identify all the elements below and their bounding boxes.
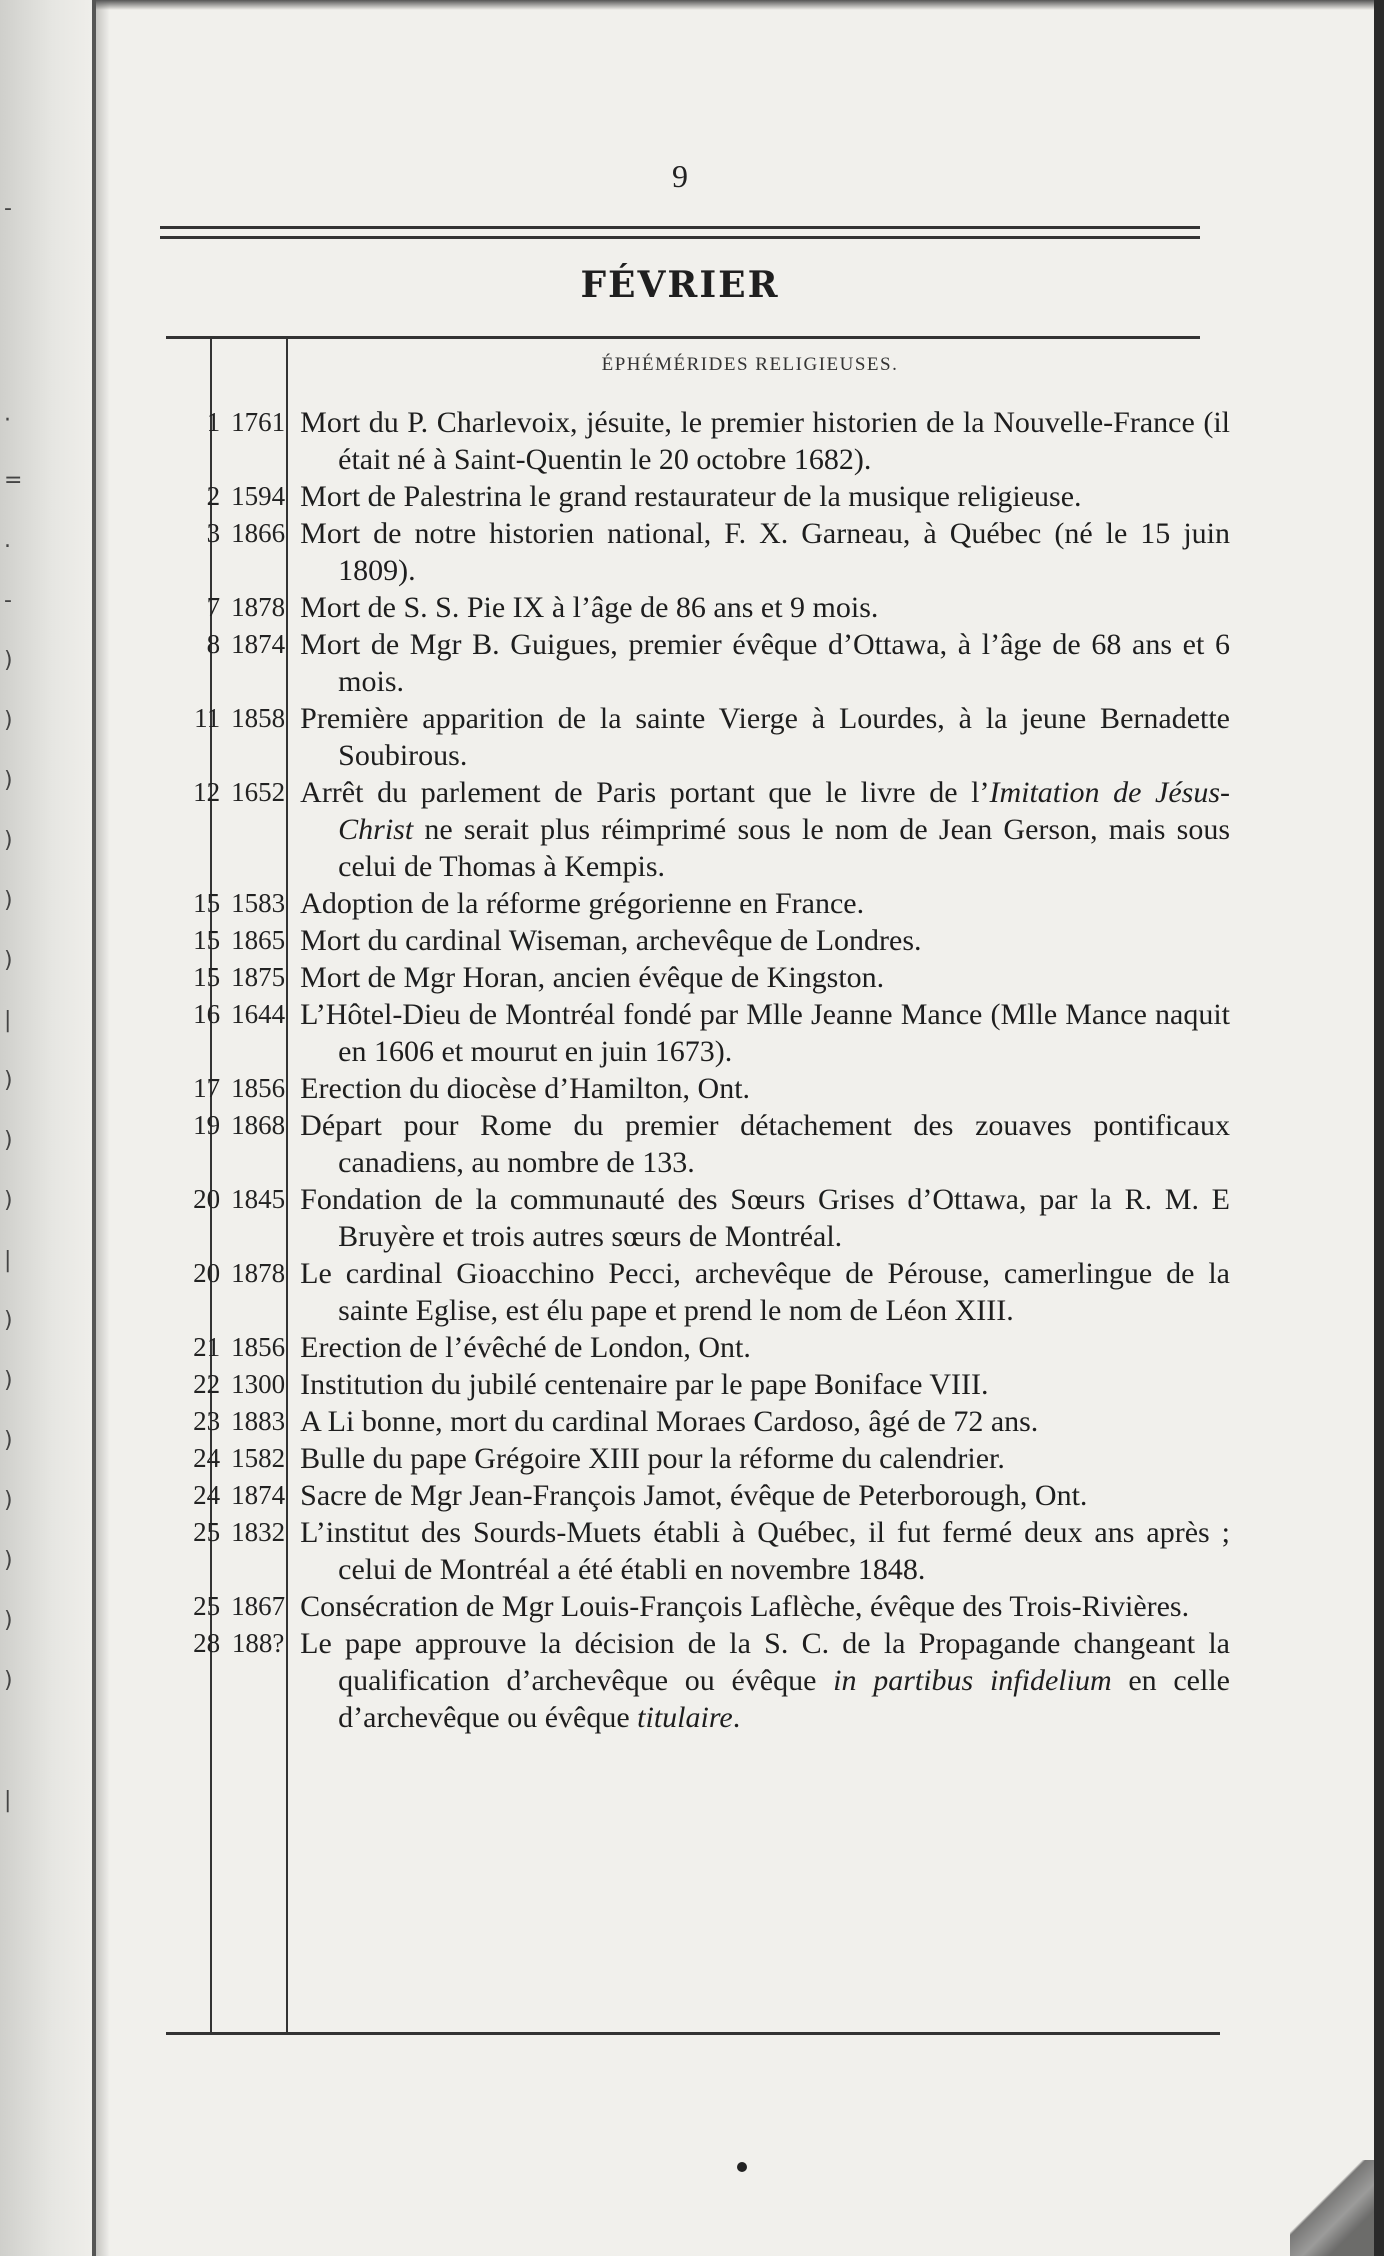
month-heading: FÉVRIER — [580, 264, 780, 306]
entry-year: 188? — [231, 1628, 285, 1658]
list-item — [150, 1588, 1230, 1625]
entry-year: 1883 — [231, 1406, 286, 1436]
table-subheading: ÉPHÉMÉRIDES RELIGIEUSES. — [601, 354, 899, 375]
entry-text: Fondation de la communauté des Sœurs Grises d’Ottawa, par la R. M. E Bruyère et trois autres sœurs de Montréal. — [300, 1183, 1230, 1253]
entry-text: Erection du diocèse d’Hamilton, Ont. — [300, 1072, 751, 1105]
entry-year: 1644 — [231, 999, 286, 1029]
entry-year: 1874 — [231, 1480, 286, 1510]
entry-day: 16 — [193, 999, 221, 1029]
entry-day: 1 — [206, 407, 221, 437]
entry-day: 20 — [193, 1258, 221, 1288]
entry-day: 22 — [193, 1369, 221, 1399]
list-item — [150, 959, 1230, 996]
entry-year: 1761 — [231, 407, 286, 437]
list-item — [150, 515, 1230, 589]
entry-text: Mort de Mgr B. Guigues, premier évêque d’Ottawa, à l’âge de 68 ans et 6 mois. — [300, 628, 1230, 698]
entry-text: Adoption de la réforme grégorienne en France. — [300, 887, 865, 920]
page-number: 9 — [672, 158, 688, 194]
entry-text-part: . — [732, 1701, 741, 1734]
list-item — [150, 885, 1230, 922]
entry-day: 24 — [193, 1443, 221, 1473]
scan-left-margin — [0, 0, 96, 2256]
entry-text: Bulle du pape Grégoire XIII pour la réforme du calendrier. — [300, 1442, 1005, 1475]
ephemerides-list — [150, 404, 1230, 1736]
entry-text: Consécration de Mgr Louis-François Laflèche, évêque des Trois-Rivières. — [300, 1590, 1190, 1623]
entry-day: 15 — [193, 888, 221, 918]
entry-text — [294, 774, 1230, 885]
latin-phrase-italic: in partibus infidelium — [833, 1664, 1112, 1697]
entry-text — [294, 1625, 1230, 1736]
entry-year: 1856 — [231, 1332, 286, 1362]
entry-text: Mort du P. Charlevoix, jésuite, le premier historien de la Nouvelle-France (il était né à Saint-Quentin le 20 octobre 1682). — [300, 406, 1230, 476]
entry-year: 1832 — [231, 1517, 286, 1547]
table-bottom-rule — [166, 2032, 1220, 2035]
bottom-ink-dot — [737, 2162, 747, 2172]
entry-day: 23 — [193, 1406, 221, 1436]
entry-text: Erection de l’évêché de London, Ont. — [300, 1331, 751, 1364]
entry-year: 1652 — [231, 777, 286, 807]
list-item — [150, 478, 1230, 515]
entry-year: 1866 — [231, 518, 286, 548]
scanned-page: - · = . - ) ) ) ) ) ) | ) ) ) | ) ) ) ) ) ) ) | 9 FÉVRIER ÉPHÉMÉRIDES RELIGIEUSES. 1 1761 Mort du P. Charlevoix, jésuite, le premier historien de la Nouvelle-France (il était né à Saint-Quentin le 20 octobre 1682). 2 1594 Mort de Palestrina le grand restaurateur de la musique religieuse. 3 1866 Mort de notre historien national, F. X. Garneau, à Québec (né le 15 juin 1809). 7 1878 Mort de S. S. Pie IX à l’âge de 86 ans et 9 mois. 8 1874 Mort de Mgr B. Guigues, premier évêque d’Ottawa, à l’âge de 68 ans et 6 mois. 11 1858 Première apparition de la sainte Vierge à Lourdes, à la jeune Bernadette Soubirous. 12 1652 Arrêt du parlement de Paris portant que le livre de l’Imitation de Jésus-Christ ne serait plus réimprimé sous le nom de Jean Gerson, mais sous celui de Thomas à Kempis. 15 1583 Adoption de la réforme grégorienne en France. 15 1865 Mort du cardinal Wiseman, archevêque de Londres. 15 1875 Mort de Mgr Horan, ancien évêque de Kingston. 16 1644 L’Hôtel-Dieu de Montréal fondé par Mlle Jeanne Mance (Mlle Mance naquit en 1606 et mourut en juin 1673). 17 1856 Erection du diocèse d’Hamilton, Ont. 19 1868 Départ pour Rome du premier détachement des zouaves pontificaux canadiens, au nombre de 133. 20 1845 Fondation de la communauté des Sœurs Grises d’Ottawa, par la R. M. E Bruyère et trois autres sœurs de Montréal. 20 1878 Le cardinal Gioacchino Pecci, archevêque de Pérouse, camerlingue de la sainte Eglise, est élu pape et prend le nom de Léon XIII. 21 1856 Erection de l’évêché de London, Ont. 22 1300 Institution du jubilé centenaire par le pape Boniface VIII. 23 1883 A Li bonne, mort du cardinal Moraes Cardoso, âgé de 72 ans. 24 1582 Bulle du pape Grégoire XIII pour la réforme du calendrier. 24 1874 Sacre de Mgr Jean-François Jamot, évêque de Peterborough, Ont. 25 1832 L’institut des Sourds-Muets établi à Québec, il fut fermé deux ans après ; celui de Montréal a été établi en novembre 1848. 25 1867 Consécration de Mgr Louis-François Laflèche, évêque des Trois-Rivières. 28 188? Le pape approuve la décision de la S. C. de la Propagande changeant la qualification d’archevêque ou évêque in partibus infidelium en celle d’archevêque ou évêque titulaire. — [0, 0, 1384, 2256]
list-item — [150, 1514, 1230, 1588]
list-item — [150, 1181, 1230, 1255]
right-page-edge — [1374, 0, 1384, 2256]
list-item — [150, 1107, 1230, 1181]
entry-text: Mort de Mgr Horan, ancien évêque de Kingston. — [300, 961, 885, 994]
entry-text: Mort de S. S. Pie IX à l’âge de 86 ans et 9 mois. — [300, 591, 879, 624]
corner-page-damage — [1290, 2160, 1374, 2256]
entry-text: L’Hôtel-Dieu de Montréal fondé par Mlle Jeanne Mance (Mlle Mance naquit en 1606 et mourut en juin 1673). — [300, 998, 1230, 1068]
list-item — [150, 700, 1230, 774]
entry-year: 1865 — [231, 925, 286, 955]
entry-day: 7 — [206, 592, 221, 622]
entry-day: 11 — [194, 703, 221, 733]
entry-text: Mort de Palestrina le grand restaurateur de la musique religieuse. — [300, 480, 1082, 513]
list-item — [150, 1255, 1230, 1329]
entry-text-part: Arrêt du parlement de Paris portant que le livre de l’ — [300, 776, 990, 809]
entry-year: 1875 — [231, 962, 286, 992]
entry-year: 1583 — [231, 888, 286, 918]
entry-text: L’institut des Sourds-Muets établi à Québec, il fut fermé deux ans après ; celui de Montréal a été établi en novembre 1848. — [300, 1516, 1230, 1586]
list-item — [150, 1440, 1230, 1477]
entry-day: 3 — [206, 518, 221, 548]
entry-year: 1874 — [231, 629, 286, 659]
entry-text: Sacre de Mgr Jean-François Jamot, évêque de Peterborough, Ont. — [300, 1479, 1088, 1512]
entry-text: Première apparition de la sainte Vierge à Lourdes, à la jeune Bernadette Soubirous. — [300, 702, 1230, 772]
entry-year: 1878 — [231, 1258, 286, 1288]
list-item — [150, 589, 1230, 626]
entry-year: 1582 — [231, 1443, 286, 1473]
list-item — [150, 1403, 1230, 1440]
entry-day: 8 — [206, 629, 221, 659]
entry-day: 24 — [193, 1480, 221, 1510]
top-page-edge — [96, 0, 1374, 10]
entry-year: 1878 — [231, 592, 286, 622]
binding-shadow — [96, 0, 110, 2256]
list-item — [150, 1477, 1230, 1514]
list-item — [150, 1070, 1230, 1107]
entry-day: 15 — [193, 925, 221, 955]
book-title-italic: Imitation de Jésus-Christ — [338, 776, 1230, 846]
entry-year: 1867 — [231, 1591, 286, 1621]
entry-text: Mort de notre historien national, F. X. Garneau, à Québec (né le 15 juin 1809). — [300, 517, 1230, 587]
entry-text: Mort du cardinal Wiseman, archevêque de Londres. — [300, 924, 922, 957]
table-top-rule — [166, 336, 1200, 339]
entry-year: 1594 — [231, 481, 286, 511]
list-item — [150, 404, 1230, 478]
entry-day: 19 — [193, 1110, 221, 1140]
list-item — [150, 1625, 1230, 1736]
entry-day: 21 — [193, 1332, 221, 1362]
entry-day: 25 — [193, 1517, 221, 1547]
entry-day: 20 — [193, 1184, 221, 1214]
entry-text-part: Le pape approuve la décision de la S. C. de la Propagande changeant la qualification d’archevêque ou évêque — [300, 1627, 1230, 1697]
entry-year: 1856 — [231, 1073, 286, 1103]
header-rule-1 — [160, 226, 1200, 229]
list-item — [150, 996, 1230, 1070]
entry-day: 17 — [193, 1073, 221, 1103]
entry-day: 25 — [193, 1591, 221, 1621]
list-item — [150, 626, 1230, 700]
entry-day: 12 — [193, 777, 221, 807]
entry-year: 1300 — [231, 1369, 286, 1399]
list-item — [150, 774, 1230, 885]
entry-text: Institution du jubilé centenaire par le pape Boniface VIII. — [300, 1368, 989, 1401]
titulaire-italic: titulaire — [637, 1701, 733, 1734]
entry-year: 1858 — [231, 703, 286, 733]
entry-year: 1845 — [231, 1184, 286, 1214]
entry-text: A Li bonne, mort du cardinal Moraes Cardoso, âgé de 72 ans. — [300, 1405, 1039, 1438]
list-item — [150, 922, 1230, 959]
entry-text: Départ pour Rome du premier détachement des zouaves pontificaux canadiens, au nombre de 133. — [300, 1109, 1230, 1179]
list-item — [150, 1329, 1230, 1366]
entry-text: Le cardinal Gioacchino Pecci, archevêque de Pérouse, camerlingue de la sainte Eglise, est élu pape et prend le nom de Léon XIII. — [300, 1257, 1230, 1327]
entry-text-part: en celle d’archevêque ou évêque — [338, 1664, 1230, 1734]
entry-year: 1868 — [231, 1110, 286, 1140]
entry-day: 15 — [193, 962, 221, 992]
entry-text-part: ne serait plus réimprimé sous le nom de Jean Gerson, mais sous celui de Thomas à Kempis. — [338, 813, 1230, 883]
list-item — [150, 1366, 1230, 1403]
entry-day: 2 — [206, 481, 221, 511]
entry-day: 28 — [193, 1628, 221, 1658]
header-rule-2 — [160, 236, 1200, 239]
